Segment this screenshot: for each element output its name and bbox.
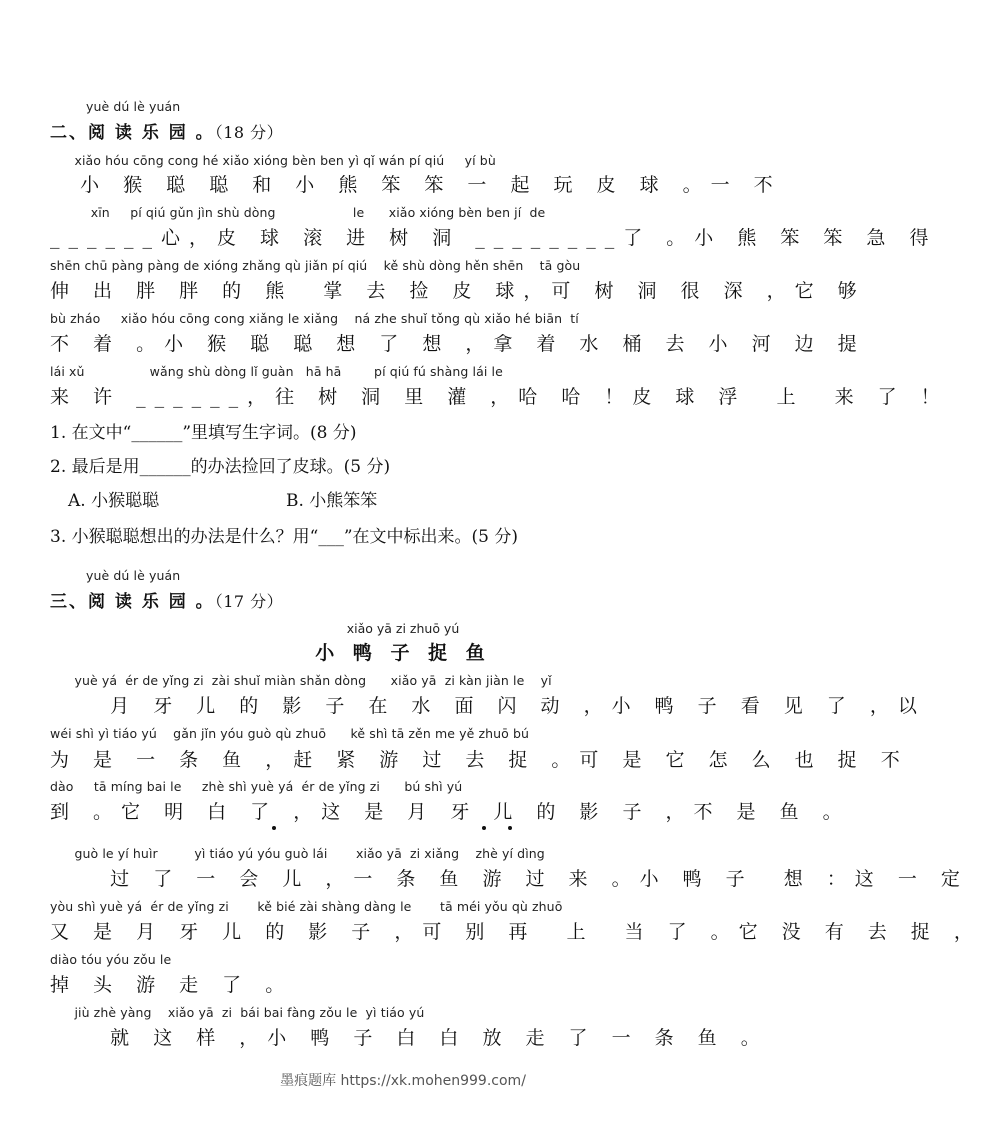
s2-line4-pinyin: bù zháo xiǎo hóu cōng cong xiǎng le xiǎng ná zhe shuǐ tǒng qù xiǎo hé biān tí (50, 311, 579, 326)
s3-line6-text: 掉 头 游 走 了 。 (50, 974, 294, 996)
s3-line3-pinyin: dào tā míng bai le zhè shì yuè yá ér de yǐng zi bú shì yú (50, 779, 463, 794)
section2-heading-pinyin: yuè dú lè yuán (86, 99, 181, 114)
s3-line6-pinyin: diào tóu yóu zǒu le (50, 952, 172, 967)
s2-line3-text: 伸 出 胖 胖 的 熊 掌 去 捡 皮 球，可 树 洞 很 深 ，它 够 (50, 280, 866, 302)
section3-score: （17 分） (214, 592, 284, 611)
s3-line2-pinyin: wéi shì yì tiáo yú gǎn jǐn yóu guò qù zhuō kě shì tā zěn me yě zhuō bú (50, 726, 530, 741)
story-title: 小 鸭 子 捉 鱼 (315, 642, 491, 664)
s3-line7-pinyin: jiù zhè yàng xiǎo yā zi bái bai fàng zǒu le yì tiáo yú (50, 1005, 425, 1020)
emphasis-dot (482, 826, 486, 830)
question-3: 3. 小猴聪聪想出的办法是什么？用“___”在文中标出来。(5 分) (50, 527, 518, 547)
s3-line4-pinyin: guò le yí huìr yì tiáo yú yóu guò lái xiǎo yā zi xiǎng zhè yí dìng (50, 846, 545, 861)
s2-line4-text: 不 着 。小 猴 聪 聪 想 了 想 ，拿 着 水 桶 去 小 河 边 提 (50, 333, 866, 355)
s3-line2-text: 为 是 一 条 鱼 ，赶 紧 游 过 去 捉 。可 是 它 怎 么 也 捉 不 (50, 749, 909, 771)
emphasis-dot (508, 826, 512, 830)
s2-line3-pinyin: shēn chū pàng pàng de xióng zhǎng qù jiǎn pí qiú kě shù dòng hěn shēn tā gòu (50, 258, 581, 273)
section3-heading-pinyin: yuè dú lè yuán (86, 568, 181, 583)
s2-line1-text: 小 猴 聪 聪 和 小 熊 笨 笨 一 起 玩 皮 球 。一 不 (50, 174, 782, 196)
s3-line5-text: 又 是 月 牙 儿 的 影 子 ，可 别 再 上 当 了 。它 没 有 去 捉 ， (50, 921, 982, 943)
story-title-pinyin: xiǎo yā zi zhuō yú (346, 621, 460, 636)
section2-heading-text: 二、阅 读 乐 园 。 (50, 123, 215, 143)
s3-line3-text: 到 。它 明 白 了 ，这 是 月 牙 儿 的 影 子 ，不 是 鱼 。 (50, 801, 851, 823)
question-2-option-b: B. 小熊笨笨 (286, 491, 378, 511)
s3-line1-text: 月 牙 儿 的 影 子 在 水 面 闪 动 ，小 鸭 子 看 见 了 ，以 (50, 695, 926, 717)
section3-heading-text: 三、阅 读 乐 园 。 (50, 592, 215, 612)
s2-line5-pinyin: lái xǔ wǎng shù dòng lǐ guàn hā hā pí qiú fú shàng lái le (50, 364, 503, 379)
s3-line5-pinyin: yòu shì yuè yá ér de yǐng zi kě bié zài shàng dàng le tā méi yǒu qù zhuō (50, 899, 563, 914)
footer-watermark: 墨痕题库 https://xk.mohen999.com/ (280, 1073, 526, 1089)
question-2-option-a: A. 小猴聪聪 (68, 491, 160, 511)
s3-line7-text: 就 这 样 ，小 鸭 子 白 白 放 走 了 一 条 鱼 。 (50, 1027, 769, 1049)
emphasis-dot (272, 826, 276, 830)
s2-line1-pinyin: xiǎo hóu cōng cong hé xiǎo xióng bèn ben yì qǐ wán pí qiú yí bù (50, 153, 496, 168)
question-1: 1. 在文中“______”里填写生字词。(8 分) (50, 423, 357, 443)
s2-line2-pinyin: xīn pí qiú gǔn jìn shù dòng le xiǎo xióng bèn ben jí de (50, 205, 546, 220)
s3-line4-text: 过 了 一 会 儿 ，一 条 鱼 游 过 来 。小 鸭 子 想 ：这 一 定 (50, 868, 969, 890)
section2-score: （18 分） (214, 123, 284, 142)
section3-heading (50, 587, 283, 612)
question-2: 2. 最后是用______的办法捡回了皮球。(5 分) (50, 457, 391, 477)
s2-line2-text: ______心，皮 球 滚 进 树 洞 ________了 。小 熊 笨 笨 急 得 (50, 227, 938, 249)
s3-line1-pinyin: yuè yá ér de yǐng zi zài shuǐ miàn shǎn dòng xiǎo yā zi kàn jiàn le yǐ (50, 673, 552, 688)
section2-heading (50, 118, 283, 143)
s2-line5-text: 来 许 ______，往 树 洞 里 灌 ，哈 哈 ！皮 球 浮 上 来 了 ！ (50, 386, 949, 408)
